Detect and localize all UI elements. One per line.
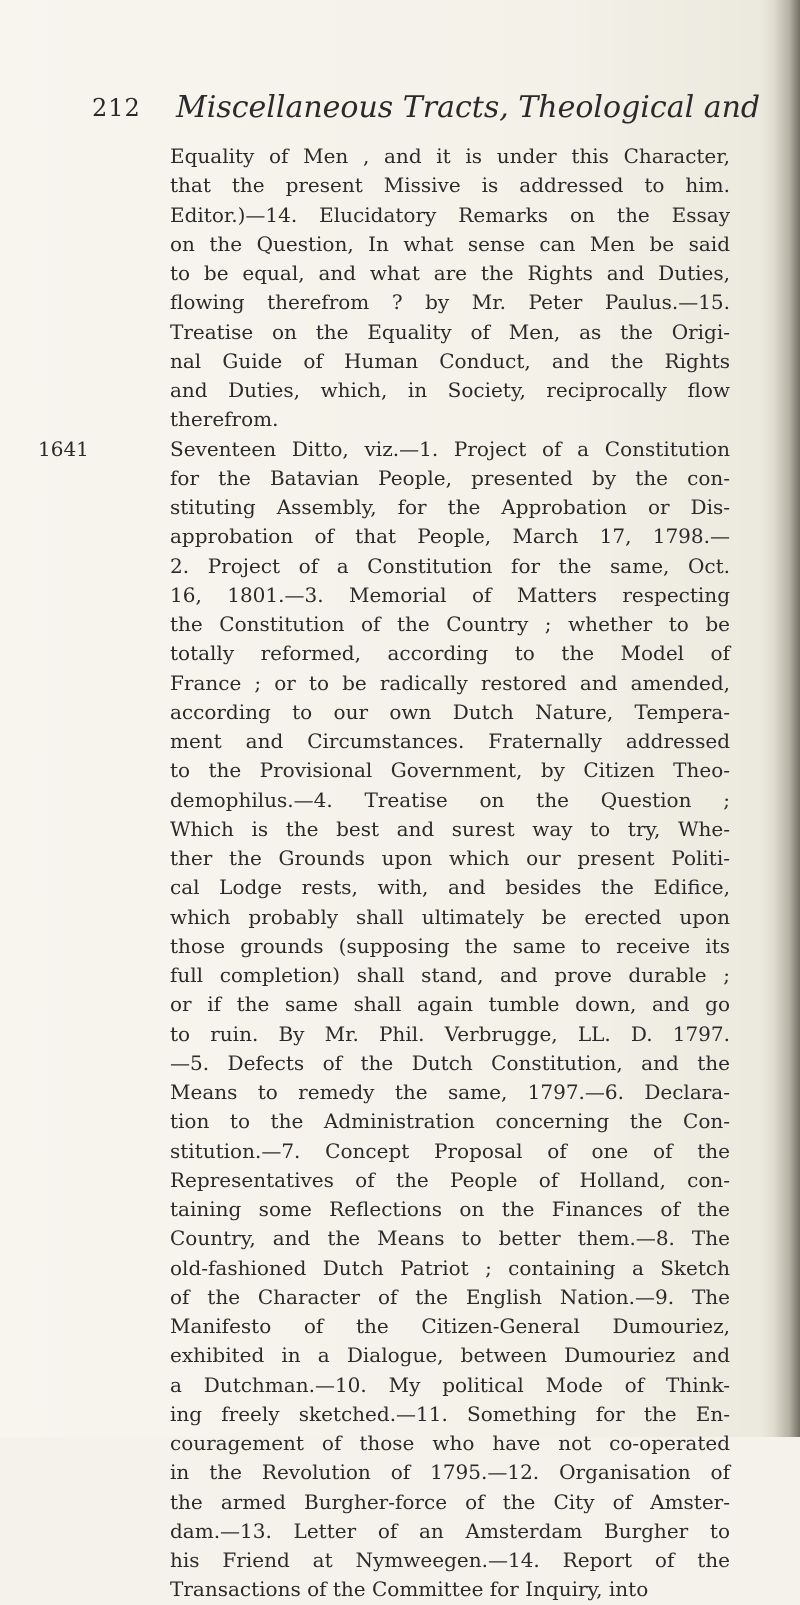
running-title: Miscellaneous Tracts, Theological and <box>176 90 761 125</box>
line-text: that the present Missive is addressed to him. <box>170 173 730 198</box>
text-line <box>170 1224 730 1253</box>
text-line <box>170 230 730 259</box>
line-text: to ruin. By Mr. Phil. Verbrugge, LL. D. 1797. <box>170 1021 730 1046</box>
text-line <box>170 669 730 698</box>
text-line <box>170 932 730 961</box>
line-text: therefrom. <box>170 407 279 432</box>
line-text: flowing therefrom ? by Mr. Peter Paulus.—15. <box>170 290 730 315</box>
line-text: Manifesto of the Citizen-General Dumouriez, <box>170 1314 730 1338</box>
text-line <box>170 844 730 873</box>
line-text: according to our own Dutch Nature, Tempera- <box>170 699 730 724</box>
text-line <box>170 903 730 932</box>
line-text: approbation of that People, March 17, 1798.— <box>170 524 730 549</box>
line-text: Treatise on the Equality of Men, as the Origi- <box>170 319 730 344</box>
page-edge-shadow <box>774 0 800 1437</box>
text-line <box>170 142 730 171</box>
text-line <box>170 1517 730 1546</box>
text-line <box>170 1049 730 1078</box>
line-text: —5. Defects of the Dutch Constitution, and the <box>170 1050 730 1075</box>
text-line <box>170 639 730 668</box>
text-line <box>170 1254 730 1283</box>
text-line <box>170 873 730 902</box>
text-line <box>170 961 730 990</box>
text-line <box>170 581 730 610</box>
text-line <box>170 786 730 815</box>
line-text: for the Batavian People, presented by the con- <box>170 465 730 490</box>
line-text: his Friend at Nymweegen.—14. Report of the <box>170 1548 730 1572</box>
running-head <box>92 82 761 125</box>
line-text: tion to the Administration concerning the Con- <box>170 1109 730 1134</box>
text-line <box>170 756 730 785</box>
line-text: on the Question, In what sense can Men be said <box>170 231 730 256</box>
text-line <box>170 1195 730 1224</box>
text-line <box>170 464 730 493</box>
text-line <box>170 318 730 347</box>
text-line <box>170 1137 730 1166</box>
text-line <box>170 1400 730 1429</box>
line-text: to the Provisional Government, by Citizen Theo- <box>170 758 730 783</box>
text-line <box>170 171 730 200</box>
text-line <box>170 610 730 639</box>
line-text: to be equal, and what are the Rights and Duties, <box>170 261 730 285</box>
text-line <box>170 201 730 230</box>
line-text: demophilus.—4. Treatise on the Question ; <box>170 787 730 812</box>
line-text: Representatives of the People of Holland, con- <box>170 1167 730 1192</box>
line-text: couragement of those who have not co-operated <box>170 1431 730 1455</box>
line-text: of the Character of the English Nation.—9. The <box>170 1284 730 1309</box>
line-text: exhibited in a Dialogue, between Dumouriez and <box>170 1343 730 1368</box>
text-line <box>170 1429 730 1458</box>
line-text: ther the Grounds upon which our present Politi- <box>170 846 730 870</box>
line-text: and Duties, which, in Society, reciprocally flow <box>170 378 730 402</box>
line-text: stituting Assembly, for the Approbation or Dis- <box>170 495 730 519</box>
text-line <box>170 259 730 288</box>
text-line <box>170 1166 730 1195</box>
line-text: ing freely sketched.—11. Something for the En- <box>170 1401 730 1426</box>
line-text: the armed Burgher-force of the City of Amster- <box>170 1489 730 1514</box>
line-text: 2. Project of a Constitution for the same, Oct. <box>170 553 730 578</box>
text-line <box>170 1312 730 1341</box>
body-text <box>38 142 730 1605</box>
line-text: old-fashioned Dutch Patriot ; containing a Sketch <box>170 1255 730 1280</box>
line-text: Means to remedy the same, 1797.—6. Declara- <box>170 1080 730 1104</box>
text-line <box>170 698 730 727</box>
line-text: Equality of Men , and it is under this Character, <box>170 144 730 168</box>
text-line <box>170 727 730 756</box>
text-line <box>170 1020 730 1049</box>
text-line <box>170 1458 730 1487</box>
text-line <box>38 435 730 464</box>
line-text: totally reformed, according to the Model of <box>170 641 730 666</box>
line-text: Which is the best and surest way to try, Whe- <box>170 816 730 841</box>
line-text: or if the same shall again tumble down, and go <box>170 992 730 1017</box>
text-line <box>170 376 730 405</box>
page-number: 212 <box>92 94 141 122</box>
text-line <box>170 815 730 844</box>
line-text: in the Revolution of 1795.—12. Organisation of <box>170 1460 730 1485</box>
line-text: 16, 1801.—3. Memorial of Matters respecting <box>170 582 730 607</box>
line-text: ment and Circumstances. Fraternally addressed <box>170 729 730 753</box>
line-text: Country, and the Means to better them.—8. The <box>170 1226 730 1251</box>
text-line <box>170 1371 730 1400</box>
text-line <box>170 1488 730 1517</box>
text-line <box>170 522 730 551</box>
line-text: Seventeen Ditto, viz.—1. Project of a Constitution <box>170 436 730 461</box>
line-text: Transactions of the Committee for Inquiry, into <box>170 1577 649 1602</box>
line-text: which probably shall ultimately be erected upon <box>170 904 730 929</box>
text-line <box>170 990 730 1019</box>
text-line <box>170 493 730 522</box>
line-text: France ; or to be radically restored and amended, <box>170 670 730 695</box>
text-line <box>170 1341 730 1370</box>
margin-number: 1641 <box>38 436 89 461</box>
text-line <box>170 288 730 317</box>
text-line <box>170 1283 730 1312</box>
line-text: nal Guide of Human Conduct, and the Rights <box>170 348 730 373</box>
line-text: the Constitution of the Country ; whether to be <box>170 612 730 636</box>
text-line <box>170 1546 730 1575</box>
text-line <box>170 347 730 376</box>
line-text: dam.—13. Letter of an Amsterdam Burgher to <box>170 1518 730 1543</box>
line-text: Editor.)—14. Elucidatory Remarks on the Essay <box>170 202 730 227</box>
text-line <box>170 1078 730 1107</box>
line-text: full completion) shall stand, and prove durable ; <box>170 963 730 987</box>
line-text: a Dutchman.—10. My political Mode of Think- <box>170 1372 730 1397</box>
line-text: stitution.—7. Concept Proposal of one of the <box>170 1138 730 1163</box>
text-line <box>170 552 730 581</box>
text-line <box>170 1107 730 1136</box>
text-line <box>170 1575 730 1604</box>
text-line <box>170 405 730 434</box>
line-text: those grounds (supposing the same to receive its <box>170 933 730 958</box>
line-text: cal Lodge rests, with, and besides the Edifice, <box>170 875 730 900</box>
line-text: taining some Reflections on the Finances of the <box>170 1197 730 1221</box>
